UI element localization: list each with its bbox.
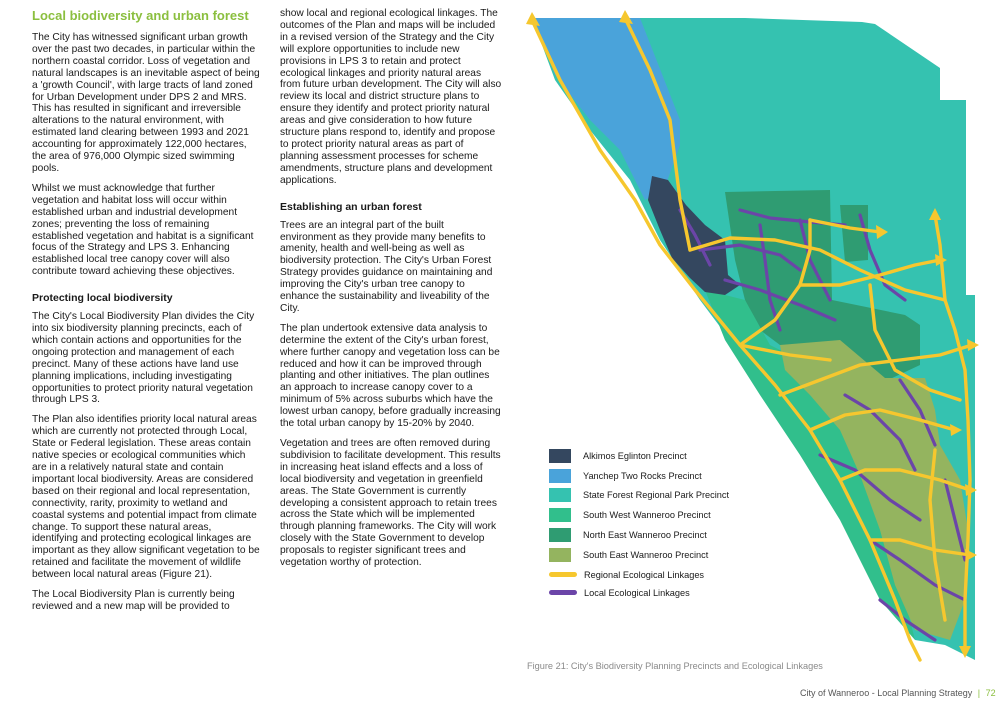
legend-label: North East Wanneroo Precinct: [583, 530, 707, 541]
footer-separator: |: [977, 688, 981, 698]
paragraph: The plan undertook extensive data analysis to determine the extent of the City's urban forest, where further canopy and vegetation loss can be reduced and how it can be improved through planting and other initiatives. The plan outlines an approach to increase canopy cover to a minimum of 5% across suburbs which have the lowest urban canopy, before gradually increasing the total urban canopy by 15-20% by 2040.: [280, 322, 501, 430]
legend-swatch: [549, 548, 571, 562]
paragraph: The City has witnessed significant urban growth over the past two decades, in particular within the northern coastal corridor. Loss of vegetation and natural landscapes is an inevitable aspect of being a 'growth Council', with large tracts of land zoned for Urban Development under DPS 2 and MRS. This has resulted in significant and irreversible alterations to the natural environment, with estimated land clearing between 1993 and 2021 accounting for approximately 122,000 hectares, the area of 976,000 Olympic sized swimming pools.: [32, 32, 260, 174]
paragraph: The Local Biodiversity Plan is currently being reviewed and a new map will be provided to: [32, 589, 235, 612]
legend-item-south-east: [549, 545, 729, 565]
map-legend: [549, 446, 729, 601]
legend-swatch: [549, 449, 571, 463]
page-footer: [800, 688, 996, 698]
legend-label: State Forest Regional Park Precinct: [583, 490, 730, 501]
paragraph: show local and regional ecological linkages. The outcomes of the Plan and maps will be included in a revised version of the Strategy and the City will explore opportunities to include new provisions in LPS 3 to retain and protect ecological linkages and priority natural areas from future urban development. The City will also review its local and district structure plans to ensure they identify and protect priority natural areas and give consideration to how future structure plans respond to, identify and propose to protect priority natural areas as part of planning assessment processes for scheme amendments, structure plans and development applications.: [280, 8, 502, 186]
subheading-protecting-biodiversity: Protecting local biodiversity: [32, 292, 173, 305]
legend-label: South West Wanneroo Precinct: [583, 510, 711, 521]
legend-label: Local Ecological Linkages: [584, 587, 690, 598]
paragraph: The Plan also identifies priority local natural areas which are currently not protected through Local, State or Federal legislation. These areas contain native species or ecological communities which are in a relatively natural state and contain important local biodiversity. Areas are considered based on their regional and local representation, connectivity, rarity, proximity to wetland and coastal systems and potential impact from climate change. To support these natural areas, identifying and protecting ecological linkages are important as they allow significant vegetation to be retained and facilitate the movement of wildlife between local natural areas (Figure 21).: [32, 414, 260, 581]
legend-item-regional-linkages: [549, 565, 729, 585]
legend-swatch: [549, 508, 571, 522]
legend-label: Alkimos Eglinton Precinct: [583, 450, 687, 461]
paragraph: Vegetation and trees are often removed during subdivision to facilitate development. This results in increasing heat island effects and a loss of local biodiversity and vegetation in greenfield areas. The State Government is currently developing a consistent approach to retain trees across the State which will be implemented through planning frameworks. The City will work closely with the State Government to develop proposals to register significant trees and vegetation worthy of protection.: [280, 438, 501, 569]
section-title: Local biodiversity and urban forest: [32, 8, 249, 23]
figure-caption: Figure 21: City's Biodiversity Planning Precincts and Ecological Linkages: [527, 661, 823, 671]
legend-line-swatch: [549, 590, 577, 595]
paragraph: Trees are an integral part of the built environment as they provide many benefits to amenity, health and well-being as well as biodiversity protection. The City's Urban Forest Strategy provides guidance on maintaining and improving the City's urban tree canopy to enhance the sustainability and liveability of the City.: [280, 219, 493, 314]
paragraph: Whilst we must acknowledge that further vegetation and habitat loss will occur within established urban and industrial development zones; preventing the loss of remaining established vegetation and habitat is a significant focus of the Strategy and LPS 3. Enhancing established local tree canopy cover will also contribute toward achieving these objectives.: [32, 182, 254, 278]
legend-swatch: [549, 528, 571, 542]
legend-item-state-forest: [549, 486, 729, 506]
legend-label: South East Wanneroo Precinct: [583, 549, 709, 560]
legend-item-south-west: [549, 505, 729, 525]
legend-label: Regional Ecological Linkages: [584, 569, 705, 580]
legend-swatch: [549, 488, 571, 502]
left-text-column: [32, 8, 260, 621]
legend-line-swatch: [549, 572, 577, 577]
legend-label: Yanchep Two Rocks Precinct: [583, 470, 702, 481]
subheading-urban-forest: Establishing an urban forest: [280, 200, 422, 213]
legend-item-local-linkages: [549, 585, 729, 601]
page-number: 72: [985, 688, 996, 698]
legend-swatch: [549, 469, 571, 483]
paragraph: The City's Local Biodiversity Plan divides the City into six biodiversity planning precincts, each of which contain actions and opportunities for the ongoing protection and management of each precinct. Many of these actions have land use planning implications, including investigating opportunities to protect priority natural vegetation through LPS 3.: [32, 311, 255, 406]
footer-title: City of Wanneroo - Local Planning Strategy: [800, 688, 973, 698]
legend-item-alkimos: [549, 446, 729, 466]
legend-item-north-east: [549, 525, 729, 545]
middle-text-column: [280, 8, 502, 577]
legend-item-yanchep: [549, 466, 729, 486]
